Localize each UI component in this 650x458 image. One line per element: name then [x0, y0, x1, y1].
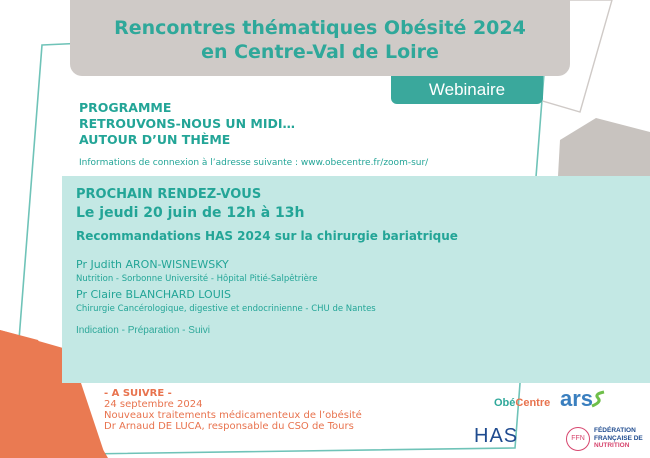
upcoming-date: 24 septembre 2024 — [104, 399, 203, 410]
next-meeting-date: Le jeudi 20 juin de 12h à 13h — [76, 205, 305, 221]
ars-swoosh-icon — [588, 390, 608, 410]
obecentre-logo-obe: Obé — [494, 397, 516, 409]
obecentre-logo-centre: Centre — [515, 397, 551, 409]
speaker-2-name: Pr Claire BLANCHARD LOUIS — [76, 288, 231, 301]
ffn-mark: FFN — [571, 435, 585, 442]
next-meeting-title: PROCHAIN RENDEZ-VOUS — [76, 187, 262, 202]
page-title — [70, 16, 570, 64]
speaker-1-affiliation: Nutrition - Sorbonne Université - Hôpital Pitié-Salpêtrière — [76, 274, 318, 284]
keywords: Indication - Préparation - Suivi — [76, 325, 210, 336]
next-meeting-topic: Recommandations HAS 2024 sur la chirurgie bariatrique — [76, 229, 458, 243]
obecentre-logo — [494, 397, 550, 409]
programme-line-2: RETROUVONS-NOUS UN MIDI… — [79, 116, 295, 131]
title-line-2: en Centre-Val de Loire — [201, 41, 439, 63]
programme-line-1: PROGRAMME — [79, 100, 172, 115]
upcoming-topic: Nouveaux traitements médicamenteux de l’obésité — [104, 410, 362, 421]
ffn-line-1: FÉDÉRATION — [594, 427, 636, 434]
speaker-2-affiliation: Chirurgie Cancérologique, digestive et endocrinienne - CHU de Nantes — [76, 304, 376, 314]
programme-line-3: AUTOUR D’UN THÈME — [79, 132, 231, 147]
ars-logo — [560, 386, 593, 412]
webinaire-badge: Webinaire — [391, 76, 543, 104]
connection-info-link[interactable]: Informations de connexion à l’adresse suivante : www.obecentre.fr/zoom-sur/ — [79, 158, 429, 168]
speaker-1-name: Pr Judith ARON-WISNEWSKY — [76, 258, 229, 271]
ffn-line-2: FRANÇAISE DE — [594, 434, 643, 442]
upcoming-block — [104, 388, 362, 432]
ffn-circle-icon — [566, 427, 590, 451]
upcoming-label: - A SUIVRE - — [104, 388, 172, 399]
programme-heading — [79, 100, 295, 148]
ffn-line-3: NUTRITION — [594, 442, 630, 449]
ars-logo-text: ars — [560, 386, 594, 411]
upcoming-speaker: Dr Arnaud DE LUCA, responsable du CSO de Tours — [104, 421, 354, 432]
has-logo: HAS — [474, 425, 519, 447]
title-line-1: Rencontres thématiques Obésité 2024 — [114, 17, 526, 39]
ffn-logo — [566, 425, 646, 455]
